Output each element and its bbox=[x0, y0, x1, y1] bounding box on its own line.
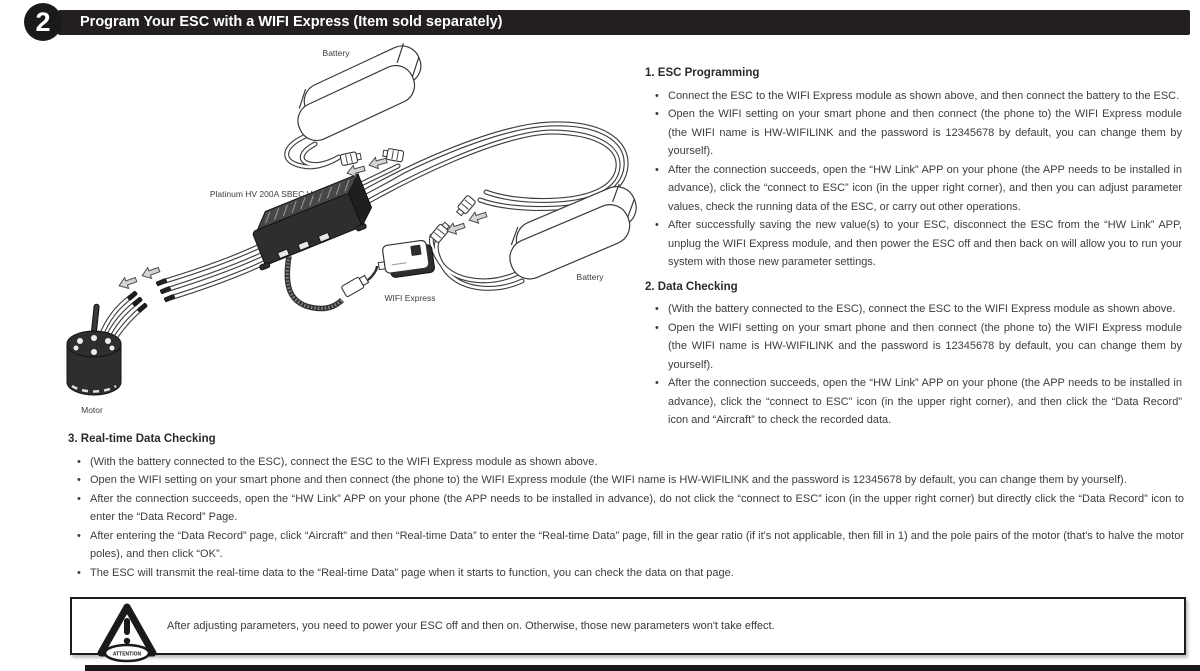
bullet-item: • The ESC will transmit the real-time data to the “Real-time Data” page when it starts to function, you can check the data on that page. bbox=[68, 564, 1184, 583]
plug-arrow bbox=[467, 209, 488, 225]
label-motor: Motor bbox=[81, 405, 103, 415]
section-realtime-data-checking bbox=[68, 430, 1184, 588]
step-number-badge bbox=[24, 3, 62, 41]
plug-arrow bbox=[445, 220, 466, 236]
bullet-item: • After successfully saving the new value(s) to your ESC, disconnect the ESC from the “HW Link” APP, unplug the WIFI Express module, and then power the ESC off and then back on will allow you to run your system with those new parameter settings. bbox=[645, 216, 1182, 272]
bullet-item: • Connect the ESC to the WIFI Express module as shown above, and then connect the battery to the ESC. bbox=[645, 87, 1182, 106]
section-esc-programming bbox=[645, 64, 1182, 272]
section-heading: 1. ESC Programming bbox=[645, 67, 760, 79]
plug-arrow bbox=[368, 155, 388, 171]
section-heading: 3. Real-time Data Checking bbox=[68, 433, 216, 445]
label-battery-right: Battery bbox=[576, 272, 604, 282]
bullet-list bbox=[645, 300, 1182, 430]
wiring-diagram bbox=[30, 40, 645, 425]
plug-arrow bbox=[140, 264, 161, 281]
bullet-item: • After the connection succeeds, open the “HW Link” APP on your phone (the APP needs to be installed in advance), click the “connect to ESC” icon (in the upper right corner), and then click the “Data Record” icon and “Aircraft” to check the recorded data. bbox=[645, 374, 1182, 430]
bullet-item: • Open the WIFI setting on your smart phone and then connect (the phone to) the WIFI Express module (the WIFI name is HW-WIFILINK and the password is 12345678 by default, you can change them by yourself). bbox=[645, 319, 1182, 375]
wifi-cable bbox=[368, 266, 377, 280]
attention-icon bbox=[94, 601, 160, 665]
bullet-list bbox=[68, 453, 1184, 583]
attention-text: After adjusting parameters, you need to power your ESC off and then on. Otherwise, those new parameters won't take effect. bbox=[167, 620, 775, 632]
plug-arrow bbox=[346, 163, 366, 179]
battery-top bbox=[286, 40, 433, 146]
section-data-checking bbox=[645, 278, 1182, 430]
label-esc: Platinum HV 200A SBEC V4.1 bbox=[209, 189, 325, 199]
section-heading: 2. Data Checking bbox=[645, 280, 738, 293]
plug-arrow bbox=[117, 274, 138, 291]
connector-plug-battery-top bbox=[340, 151, 362, 166]
label-wifi-express: WIFI Express bbox=[384, 293, 436, 303]
bullet-item: • Open the WIFI setting on your smart phone and then connect (the phone to) the WIFI Express module (the WIFI name is HW-WIFILINK and the password is 12345678 by default, you can change them by yourself). bbox=[68, 471, 1184, 490]
instructions-column bbox=[645, 64, 1182, 436]
bullet-item: • After the connection succeeds, open the “HW Link” APP on your phone (the APP needs to be installed in advance), do not click the “connect to ESC” icon (in the upper right corner) but directly click the “Data Record” icon to enter the “Data Record” Page. bbox=[68, 490, 1184, 527]
header-bar bbox=[58, 10, 1190, 35]
attention-box bbox=[70, 597, 1186, 658]
bullet-item: • After entering the “Data Record” page, click “Aircraft” and then “Real-time Data” to enter the “Real-time Data” page, fill in the gear ratio (if it's not applicable, then fill in 1) and the pole pairs of the motor (that's to halve the motor poles), and then click “OK”. bbox=[68, 527, 1184, 564]
bullet-item: • After the connection succeeds, open the “HW Link” APP on your phone (the APP needs to be installed in advance), click the “connect to ESC” icon (in the upper right corner), and then you can adjust parameter values, check the running data of the ESC, or carry out other operations. bbox=[645, 161, 1182, 217]
bullet-item: • (With the battery connected to the ESC), connect the ESC to the WIFI Express module as shown above. bbox=[645, 300, 1182, 319]
connector-plug-esc-2 bbox=[455, 195, 476, 217]
ribbon-cable bbox=[287, 256, 342, 308]
usb-plug bbox=[341, 274, 370, 297]
exclamation-mark bbox=[124, 618, 130, 635]
wifi-express-module bbox=[376, 239, 435, 279]
label-battery-top: Battery bbox=[322, 48, 350, 58]
attention-icon-label: ATTENTION bbox=[112, 651, 142, 658]
bullet-list bbox=[645, 87, 1182, 272]
next-section-bar-edge bbox=[85, 665, 1200, 671]
bullet-item: • Open the WIFI setting on your smart phone and then connect (the phone to) the WIFI Express module (the WIFI name is HW-WIFILINK and the password is 12345678 by default, you can change them by yourself). bbox=[645, 105, 1182, 161]
step-number: 2 bbox=[35, 6, 51, 37]
bullet-item: • (With the battery connected to the ESC), connect the ESC to the WIFI Express module as shown above. bbox=[68, 453, 1184, 472]
page-title: Program Your ESC with a WIFI Express (Item sold separately) bbox=[80, 14, 503, 30]
